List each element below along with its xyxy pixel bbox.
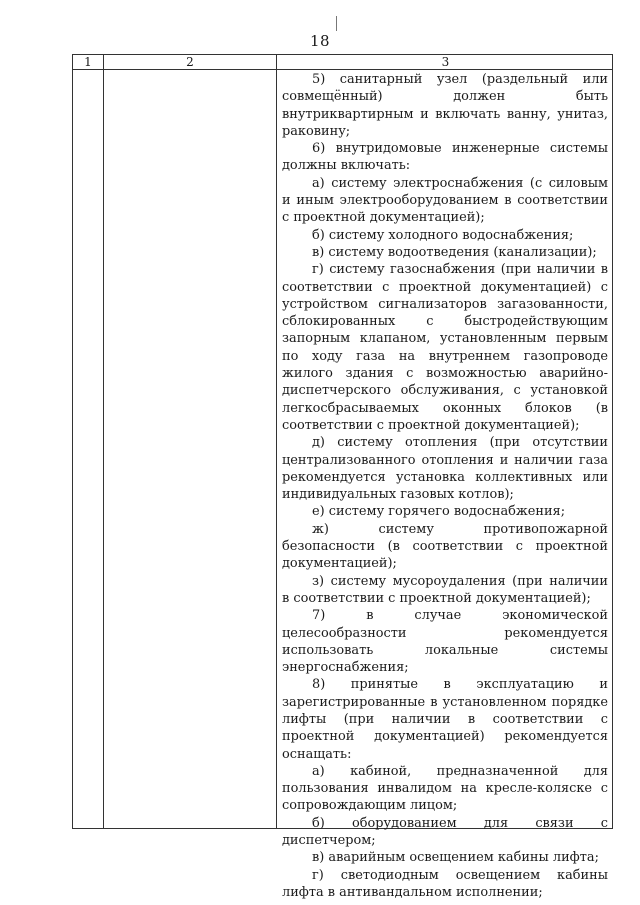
paragraph: б) оборудованием для связи с диспетчером; <box>282 815 608 849</box>
paragraph: б) систему холодного водоснабжения; <box>312 227 574 243</box>
page-number: 18 <box>309 32 331 50</box>
paragraph: ж) систему противопожарной безопасности (в соответствии с проектной документацией); <box>282 521 608 572</box>
paragraph: е) систему горячего водоснабжения; <box>312 504 566 520</box>
paragraph: г) систему газоснабжения (при наличии в соответствии с проектной документацией) с устройством сигнализаторов загазованности, сблокированных с быстродействующим запорным клапаном, установленным первым по ходу газа на внутреннем газопроводе жилого здания с возможностью аварийно-диспетчерского обслуживания, с установкой легкосбрасываемых оконных блоков (в соответствии с проектной документацией); <box>282 262 608 433</box>
column-header-1: 1 <box>84 55 92 69</box>
column-header-3: 3 <box>441 55 450 69</box>
paragraph: а) кабиной, предназначенной для пользования инвалидом на кресле-коляске с сопровождающим лицом; <box>282 763 608 814</box>
column-divider <box>103 55 104 828</box>
paragraph: 7) в случае экономической целесообразности рекомендуется использовать локальные системы энергоснабжения; <box>282 608 608 676</box>
column-header-2: 2 <box>186 55 194 69</box>
paragraph: а) систему электроснабжения (с силовым и иным электрооборудованием в соответствии с проектной документацией); <box>282 175 608 226</box>
paragraph: г) светодиодным освещением кабины лифта в антивандальном исполнении; <box>282 867 608 900</box>
header-divider <box>73 69 612 70</box>
paragraph: з) систему мусороудаления (при наличии в соответствии с проектной документацией); <box>282 573 608 606</box>
paragraph: в) систему водоотведения (канализации); <box>312 244 597 260</box>
paragraph: 5) санитарный узел (раздельный или совмещённый) должен быть внутриквартирным и включать ванну, унитаз, раковину; <box>282 72 608 139</box>
column-divider <box>276 55 277 828</box>
paragraph: в) аварийным освещением кабины лифта; <box>312 850 599 866</box>
scan-mark <box>336 16 337 31</box>
paragraph: д) систему отопления (при отсутствии централизованного отопления и наличии газа рекомендуется установка коллективных или индивидуальных газовых котлов); <box>282 435 608 503</box>
paragraph: 6) внутридомовые инженерные системы должны включать: <box>282 141 608 174</box>
column-3-content <box>282 71 608 901</box>
paragraph: 8) принятые в эксплуатацию и зарегистрированные в установленном порядке лифты (при наличии в соответствии с проектной документацией) рекомендуется оснащать: <box>282 677 608 762</box>
document-table <box>72 54 613 900</box>
